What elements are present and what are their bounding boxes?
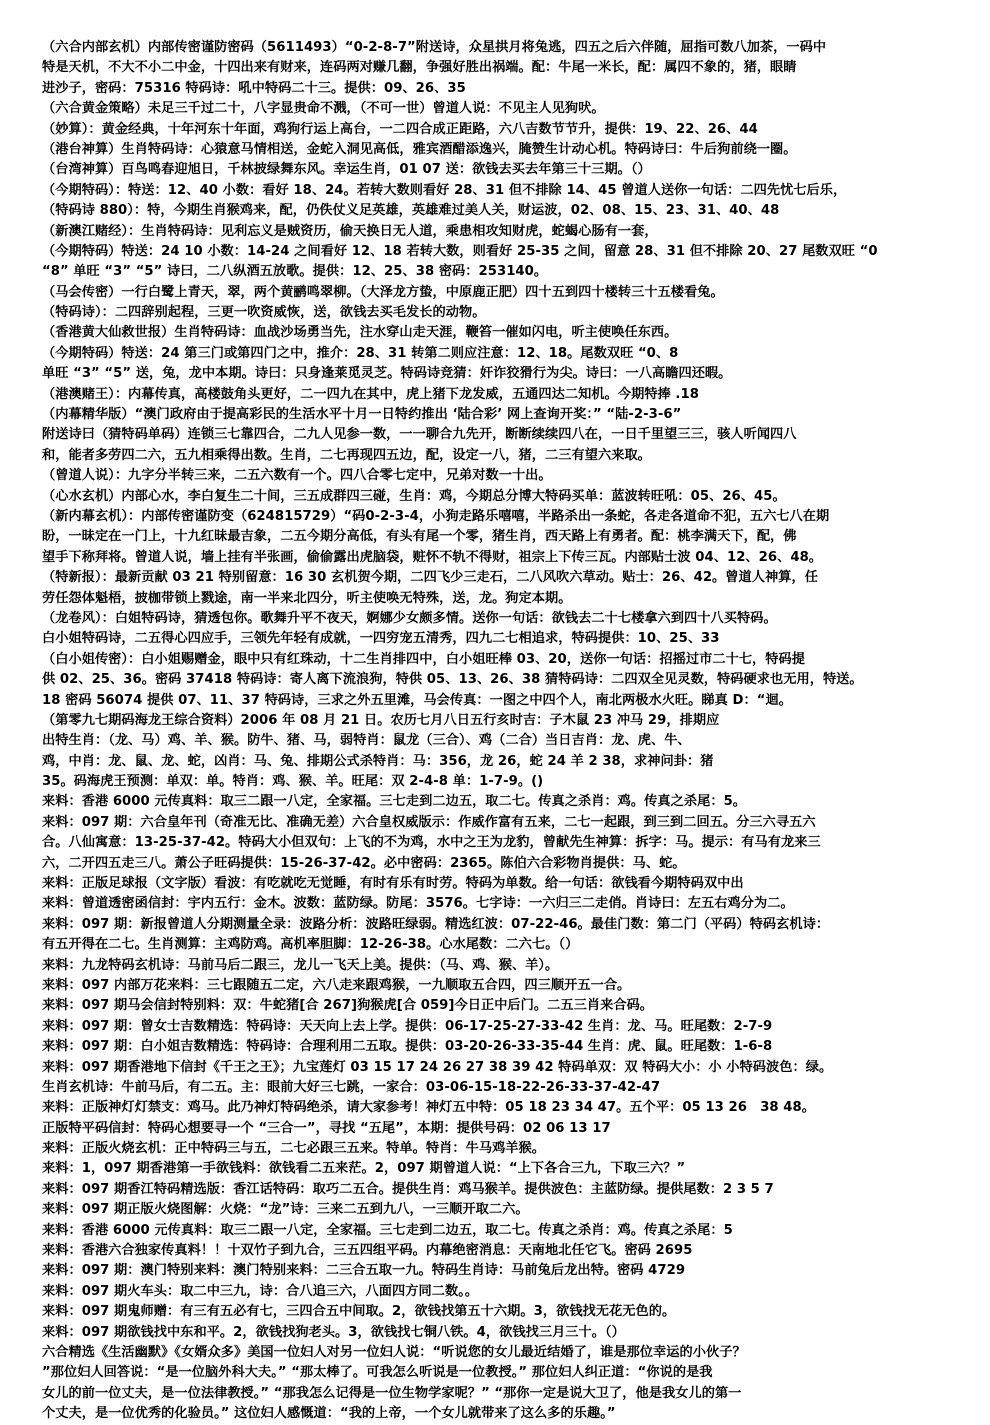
text-line: （港台神算）生肖特码诗：心猿意马情相送，金蛇入洞见高低，雅宾酒醋添逸兴，腌赞生计动心机。特码诗曰：牛后狗前绕一圈。 xyxy=(42,141,797,157)
text-line: 来料：1，097 期香港第一手欲钱料：欲钱看二五来茫。2，097 期曾道人说：“上下各合三九，下取三六？” xyxy=(42,1161,686,1177)
text-line: 来料：香港 6000 元传真料：取三二跟一八定，全家福。三七走到二边五，取二七。传真之杀肖：鸡。传真之杀尾：5。 xyxy=(42,794,747,810)
text-line: 出特生肖：（龙、马）鸡、羊、猴。防牛、猪、马，弱特肖：鼠龙（三合）、鸡（二合）当日吉肖：龙、虎、牛、 xyxy=(42,733,691,749)
text-line: 合。八仙寓意：13-25-37-42。特码大小但双句：上飞的不为鸡，水中之王为龙豹，曾献先生神算：拆字：马。提示：有马有龙来三 xyxy=(42,835,821,851)
text-line: （今期特码）：特送：12、40 小数：看好 18、24。若转大数则看好 28、31 但不排除 14、45 曾道人送你一句话：二四先忧七后乐， xyxy=(42,182,847,198)
text-line: 和，能者多劳四二六，五九相乘得出数。生肖，二七再现四五边，配，设定一八，猪，二三有望六来取。 xyxy=(42,447,651,463)
text-line: （妙算）：黄金经典，十年河东十年面，鸡狗行运上高台，一二四合成正距路，六八吉数节节升，提供：19、22、26、44 xyxy=(42,121,758,137)
text-line: ”那位妇人回答说：“是一位脑外科大夫。” “那太棒了。可我怎么听说是一位教授。” 那位妇人纠正道：“你说的是我 xyxy=(42,1365,713,1381)
text-line: （特新报）：最新贡献 03 21 特别留意：16 30 玄机贺今期，二四飞少三走石，二八风吹六草动。贴士：26、42。曾道人神算，任 xyxy=(42,570,818,586)
text-line: 来料：097 期马会信封特别料：双：牛蛇猪[合 267]狗猴虎[合 059]今日正中后门。二五三肖来合码。 xyxy=(42,998,654,1014)
text-line: 来料：曾道透密函信封：宇内五行：金木。波数：蓝防绿。防尾：3576。七字诗：一六归三二走俏。肖诗曰：左五右鸡分为二。 xyxy=(42,896,794,912)
text-line: 来料：097 期：澳门特别来料：澳门特别来料：二三合五取一九。特码生肖诗：马前兔后龙出特。密码 4729 xyxy=(42,1263,686,1279)
text-line: 劳任怨体魁梧，披枷带锁上戮途，南一半来北四分，听主使唤无特殊，送，龙。狗定本期。 xyxy=(42,590,572,606)
text-line: （马会传密）一行白鹭上青天，翠，两个黄鹂鸣翠柳。（大泽龙方蛰，中原鹿正肥）四十五到四十楼转三十五楼看兔。 xyxy=(42,284,724,300)
text-line: 白小姐特码诗，二五得心四应手，三领先年轻有成就，一四穷宠五清秀，四九二七相追求，特码提供：10、25、33 xyxy=(42,631,720,647)
text-line: （今期特码）特送：24 第三门或第四门之中，推介：28、31 转第二则应注意：12、18。尾数双旺 “0、8 xyxy=(42,345,679,361)
text-line: 来料：正版足球报（文字版）看波：有吃就吃无觉睡，有时有乐有时劳。特码为单数。给一句话：欲钱看今期特码双中出 xyxy=(42,876,744,892)
text-line: 35。码海虎王预测：单双：单。特肖：鸡、猴、羊。旺尾：双 2-4-8 单：1-7-9。() xyxy=(42,774,544,790)
text-line: （港澳赌王）：内幕传真，高楼鼓角头更好，二一四九在其中，虎上猪下龙发威，五通四达二知机。今期特捧 .18 xyxy=(42,386,699,402)
text-line: 进沙子，密码：75316 特码诗：吼中特码二十三。提供：09、26、35 xyxy=(42,80,466,96)
text-line: 18 密码 56074 提供 07、11、37 特码诗，三求之外五里滩，马会传真：一图之中四个人，南北两极水火旺。睇真 D：“迴。 xyxy=(42,692,792,708)
text-line: 六，二开四五走三八。萧公子旺码提供：15-26-37-42。必中密码：2365。陈伯六合彩物肖提供：马、蛇。 xyxy=(42,855,686,871)
text-line: （香港黄大仙救世报）生肖特码诗：血战沙场勇当先，注水穿山走天涯，鞭笞一催如闪电，听主使唤任东西。 xyxy=(42,325,678,341)
text-line: 来料：097 期香江特码精选版：香江话特码：取巧二五合。提供生肖：鸡马猴羊。提供波色：主蓝防绿。提供尾数：2 3 5 7 xyxy=(42,1181,774,1197)
text-line: 有五开得在二七。生肖测算：主鸡防鸡。高机率胆脚：12-26-38。心水尾数：二六七。（） xyxy=(42,937,579,953)
text-line: 来料：097 期：新报曾道人分期测量全录：波路分析：波路旺绿弱。精选红波：07-22-46。最佳门数：第二门（平码）特码玄机诗： xyxy=(42,916,830,932)
text-line: 来料：097 期：六合皇年刊（奇准无比、准确无差）六合皇权威版示：作威作富有五来，二七一起跟，到三到二回五。分三六寻五六 xyxy=(42,814,816,830)
text-line: 来料：097 期欲钱找中东和平。2，欲钱找狗老头。3，欲钱找七铜八铁。4，欲钱找三月三十。（） xyxy=(42,1324,625,1340)
text-line: 女儿的前一位丈夫，是一位法律教授。” “那我怎么记得是一位生物学家呢？” “那你一定是说大卫了，他是我女儿的第一 xyxy=(42,1385,742,1401)
text-line: 供 02、25、36。密码 37418 特码诗：寄人离下流浪狗，特供 05、13、26、38 猜特码诗：二四双全见灵数，特码硬求也无用，特送。 xyxy=(42,672,863,688)
text-line: 来料：香港 6000 元传真料：取三二跟一八定，全家福。三七走到二边五，取二七。传真之杀肖：鸡。传真之杀尾：5 xyxy=(42,1222,733,1238)
text-line: 附送诗曰（猜特码单码）连锁三七靠四合，二九人见参一数，一一聊合九先开，断断续续四八在，一日千里望三三，骇人听闻四八 xyxy=(42,427,797,443)
text-line: 盼，一昧定在一门上，十九红昧最吉象，二五今期分高低，有头有尾一个零，猪生肖，西天路上有勇者。配：桃李满天下，配，佛 xyxy=(42,529,797,545)
text-line: 来料：097 内部万花来料：三七跟随五二定，六八走来跟鸡猴，一九顺取五合四，四三顺开五一合。 xyxy=(42,977,631,993)
text-line: 来料：097 期鬼师赠：有三有五必有七，三四合五中间取。2，欲钱找第五十六期。3，欲钱找无花无色的。 xyxy=(42,1304,676,1320)
text-line: 来料：097 期正版火烧图解：火烧：“龙”诗：三来二五到九八，一三顺开取二六。 xyxy=(42,1202,529,1218)
text-line: 来料：097 期：白小姐吉数精选：特码诗：合理利用二五取。提供：03-20-26-33-35-44 生肖：虎、鼠。旺尾数：1-6-8 xyxy=(42,1039,773,1055)
text-line: 来料：正版神灯灯禁支：鸡马。此乃神灯特码绝杀，请大家参考！神灯五中特：05 18 23 34 47。五个平：05 13 26 38 48。 xyxy=(42,1100,815,1116)
text-line: （龙卷风）：白姐特码诗，猜透包你。歌舞升平不夜天，婀娜少女颇多情。送你一句话：欲钱去二十七楼拿六到四十八买特码。 xyxy=(42,610,777,626)
text-line: 来料：香港六合独家传真料！！十双竹子到九合，三五四组平码。内幕绝密消息：天南地北任它飞。密码 2695 xyxy=(42,1243,693,1259)
text-line: 单旺 “3” “5” 送，兔，龙中本期。诗曰：只身逢莱觅灵芝。特码诗竞猜：奸诈狡猾行为尖。诗曰：一八高瞻四还暇。 xyxy=(42,366,732,382)
text-line: 来料：097 期香港地下信封《千王之王》；九宝莲灯 03 15 17 24 26 27 38 39 42 特码单双：双 特码大小：小 小特码波色：绿。 xyxy=(42,1059,833,1075)
text-line: 个丈夫，是一位优秀的化验员。” 这位妇人感慨道：“我的上帝，一个女儿就带来了这么多的乐趣。” xyxy=(42,1406,616,1422)
text-line: （特码诗 880）：特，今期生肖猴鸡来，配，仍佚仗义足英雄，英雄难过美人关，财运波，02、08、15、23、31、40、48 xyxy=(42,203,780,219)
text-line: （内幕精华版）“澳门政府由于提高彩民的生活水平十月一日特约推出 ‘陆合彩’ 网上查询开奖：” “陆-2-3-6” xyxy=(42,407,682,423)
text-line: 生肖玄机诗：牛前马后，有二五。主：眼前大好三七跳，一家合：03-06-15-18-22-26-33-37-42-47 xyxy=(42,1079,661,1095)
text-line: （新内幕玄机）：内部传密谨防变（624815729）“码0-2-3-4，小狗走路乐嘻嘻，半路杀出一条蛇，各走各道命不犯，五六七八在期 xyxy=(42,508,830,524)
text-line: 来料：正版火烧玄机：正中特码三与五，二七必跟三五来。特单。特肖：牛马鸡羊猴。 xyxy=(42,1141,546,1157)
text-line: （六合黄金策略）未足三千过二十，八字显贵命不溅，（不可一世）曾道人说：不见主人见狗吠。 xyxy=(42,101,605,117)
text-line: 来料：九龙特码玄机诗：马前马后二跟三，龙儿一飞天上美。提供：（马、鸡、猴、羊）。 xyxy=(42,957,559,973)
text-line: （台湾神算）百鸟鸣春迎旭日，千林披绿舞东风。幸运生肖，01 07 送：欲钱去买去年第三十三期。（） xyxy=(42,162,651,178)
text-line: 正版特平码信封：特码心想要寻一个 “三合一”，寻找 “五尾”，本期：提供号码：02 06 13 17 xyxy=(42,1120,611,1136)
text-line: 来料：097 期火车头：取二中三九，诗：合八追三六，八面四方同二数。。 xyxy=(42,1283,479,1299)
text-line: “8” 单旺 “3” “5” 诗曰，二八纵酒五放歌。提供：12、25、38 密码：253140。 xyxy=(42,264,548,280)
text-line: （曾道人说）：九字分半转三来，二五六数有一个。四八合零七定中，兄弟对数一十出。 xyxy=(42,468,552,484)
text-line: （第零九七期码海龙王综合资料）2006 年 08 月 21 日。农历七月八日五行亥时吉：子木鼠 23 冲马 29，排期应 xyxy=(42,712,720,728)
text-line: （心水玄机）内部心水，李白复生二十间，三五成群四三碰，生肖：鸡，今期总分博大特码买单：蓝波转旺吼：05、26、45。 xyxy=(42,488,786,504)
text-line: （特码诗）：二四辞别起程，三更一吹资威恢，送，欲钱去买毛发长的动物。 xyxy=(42,305,486,321)
text-line: 望手下称拜将。曾道人说，墙上挂有半张画，偷偷露出虎脑袋，赃怀不轨不得财，祖宗上下传三瓦。内部贴士波 04、12、26、48。 xyxy=(42,549,823,565)
text-line: （白小姐传密）：白小姐赐赠金，眼中只有红珠动，十二生肖排四中，白小姐旺棒 03、20，送你一句话：招摇过市二十七，特码提 xyxy=(42,651,806,667)
text-line: 六合精选《生活幽默》《女婿众多》美国一位妇人对另一位妇人说：“听说您的女儿最近结婚了，谁是那位幸运的小伙子？ xyxy=(42,1345,746,1360)
text-line: 鸡，中肖：龙、鼠、龙、蛇，凶肖：马、兔、排期公式杀特肖：马：356，龙 26，蛇 24 羊 2 38，求神问卦：猪 xyxy=(42,753,714,769)
text-line: （六合内部玄机）内部传密谨防密码（5611493）“0-2-8-7”附送诗，众星拱月将兔逃，四五之后六伴随，屈指可数八加茶，一码中 xyxy=(42,40,827,55)
text-line: 来料：097 期：曾女士吉数精选：特码诗：天天向上去上学。提供：06-17-25-27-33-42 生肖：龙、马。旺尾数：2-7-9 xyxy=(42,1018,773,1034)
text-line: 特是天机，不大不小二中金，十四出来有财来，连码两对赚几翻，争强好胜出祸端。配：牛尾一米长，配：属四不象的，猪，眼睛 xyxy=(42,60,797,76)
text-line: （今期特码）特送：24 10 小数：14-24 之间看好 12、18 若转大数，则看好 25-35 之间，留意 28、31 但不排除 20、27 尾数双旺 “0 xyxy=(42,243,878,259)
text-line: （新澳江赌经）：生肖特码诗：见利忘义是贼资历，偷天换日无人道，乘患相攻知财虎，蛇蝎心肠有一套， xyxy=(42,223,658,239)
